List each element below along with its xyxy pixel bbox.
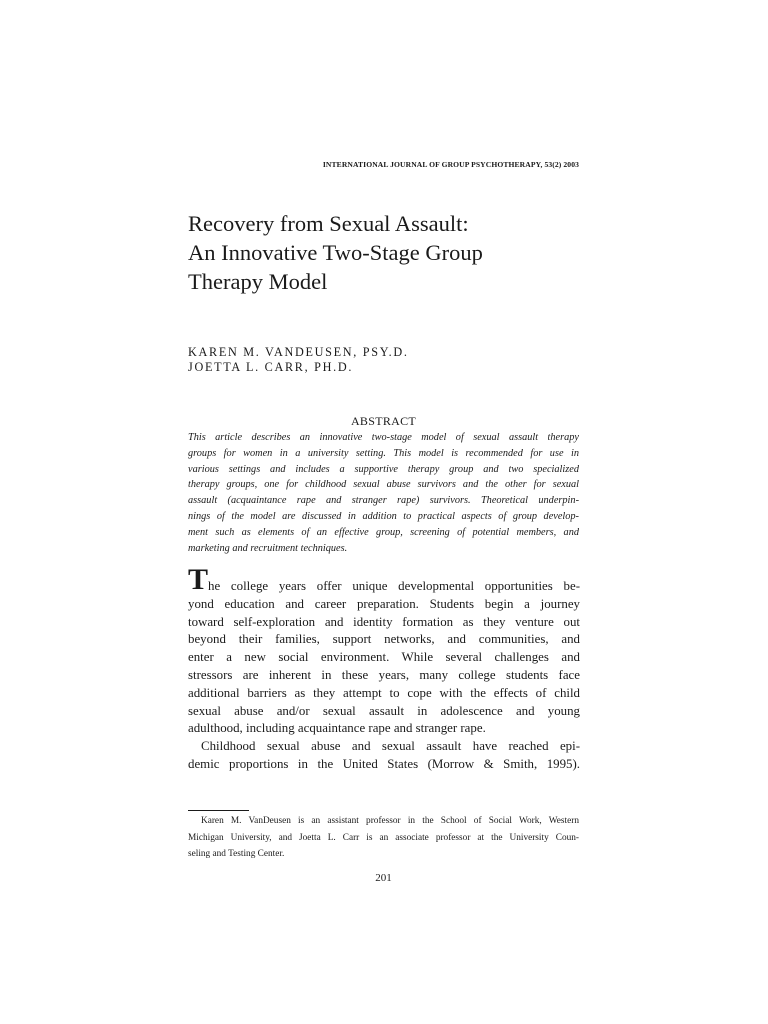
body-line: adulthood, including acquaintance rape and stranger rape. (188, 721, 486, 736)
abstract-heading: ABSTRACT (350, 414, 417, 428)
body-line: additional barriers as they attempt to cope with the effects of child (188, 685, 580, 700)
abstract-line: nings of the model are discussed in addition to practical aspects of group develop- (188, 510, 579, 522)
footnote-line: Michigan University, and Joetta L. Carr is an associate professor at the University Coun- (188, 832, 579, 843)
body-text (188, 563, 580, 774)
body-line: enter a new social environment. While several challenges and (188, 650, 580, 665)
abstract-line: therapy groups, one for childhood sexual abuse survivors and the other for sexual (188, 479, 579, 491)
body-line: Childhood sexual abuse and sexual assault have reached epi- (201, 739, 580, 754)
body-line: demic proportions in the United States (Morrow & Smith, 1995). (188, 756, 580, 771)
footnote (188, 813, 579, 863)
running-header: INTERNATIONAL JOURNAL OF GROUP PSYCHOTHERAPY, 53(2) 2003 (322, 160, 579, 169)
body-line: toward self-exploration and identity formation as they venture out (188, 614, 580, 629)
footnote-line: seling and Testing Center. (188, 849, 285, 859)
title-line: Recovery from Sexual Assault: (188, 211, 469, 236)
body-line: yond education and career preparation. Students begin a journey (188, 596, 580, 611)
drop-cap: T (188, 563, 209, 596)
body-line: sexual abuse and/or sexual assault in adolescence and young (188, 703, 580, 718)
author-name: JOETTA L. CARR, PH.D. (188, 360, 354, 374)
abstract-line: assault (acquaintance rape and stranger rape) survivors. Theoretical underpin- (188, 495, 579, 507)
abstract-text (188, 430, 579, 556)
footnote-line: Karen M. VanDeusen is an assistant professor in the School of Social Work, Western (201, 816, 579, 826)
body-line: stressors are inherent in these years, many college students face (188, 667, 580, 682)
abstract-line: groups for women in a university setting. This model is recommended for use in (188, 447, 579, 459)
body-line: beyond their families, support networks, and communities, and (188, 632, 580, 647)
author-name: KAREN M. VANDEUSEN, PSY.D. (188, 345, 409, 359)
title-line: Therapy Model (188, 269, 328, 294)
abstract-line: marketing and recruitment techniques. (188, 542, 348, 554)
author-list (188, 345, 409, 375)
abstract-line: ment such as elements of an effective group, screening of potential members, and (188, 526, 579, 538)
footnote-divider (188, 810, 249, 811)
body-line: he college years offer unique developmental opportunities be- (208, 579, 580, 593)
page-number: 201 (375, 872, 392, 884)
title-line: An Innovative Two-Stage Group (188, 240, 483, 265)
abstract-line: various settings and includes a supportive therapy group and two specialized (188, 463, 579, 475)
abstract-line: This article describes an innovative two-stage model of sexual assault therapy (188, 432, 579, 443)
article-title (188, 209, 588, 296)
